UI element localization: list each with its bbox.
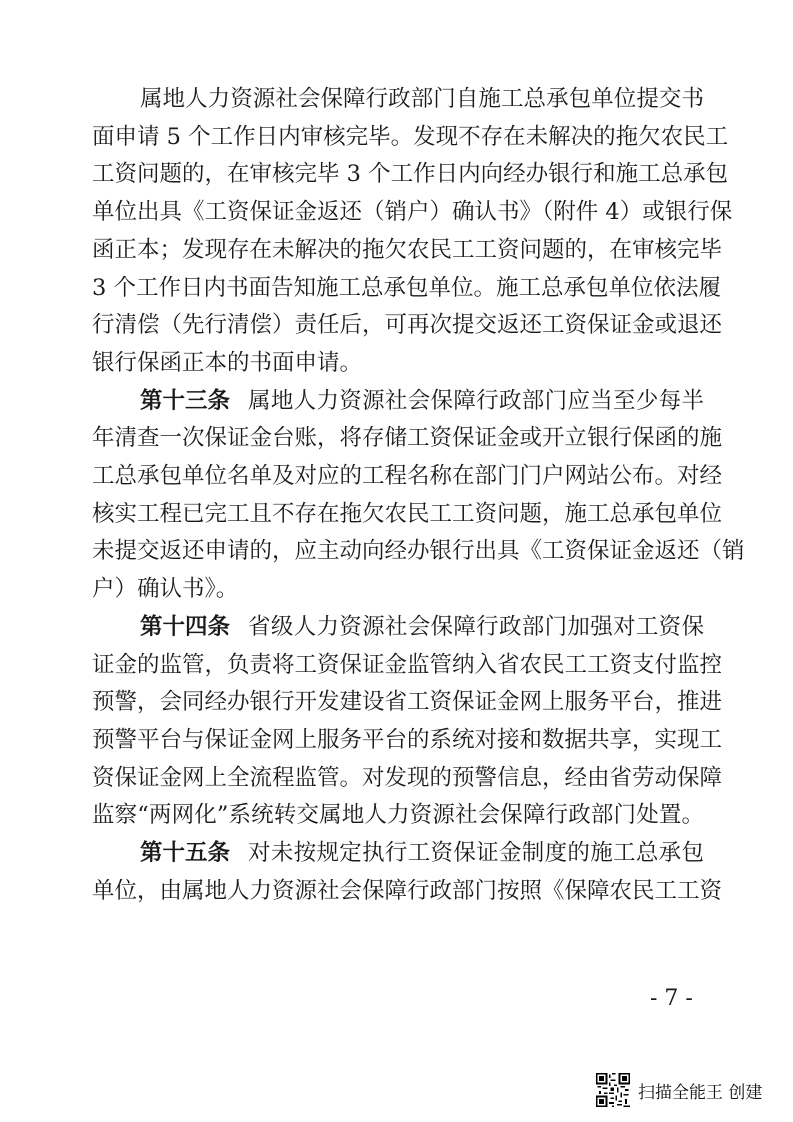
text-line <box>92 159 729 189</box>
article-heading: 第十四条 <box>140 613 231 640</box>
line-text: 监察“两网化”系统转交属地人力资源社会保障行政部门处置。 <box>92 802 704 829</box>
line-text: 单位出具《工资保证金返还（销户）确认书》（附件 4）或银行保 <box>92 199 733 226</box>
text-line <box>92 763 723 793</box>
text-line <box>92 122 729 152</box>
text-line <box>92 574 704 604</box>
text-line <box>92 310 723 340</box>
line-text: 省级人力资源社会保障行政部门加强对工资保 <box>248 613 704 640</box>
article-paragraph-line <box>140 386 704 416</box>
line-text: 预警平台与保证金网上服务平台的系统对接和数据共享，实现工 <box>92 726 723 753</box>
line-text: 银行保函正本的书面申请。 <box>92 349 363 376</box>
line-text: 面申请 5 个工作日内审核完毕。发现不存在未解决的拖欠农民工 <box>92 123 729 150</box>
line-text: 户）确认书》。 <box>92 576 239 603</box>
line-text: 对未按规定执行工资保证金制度的施工总承包 <box>248 840 704 866</box>
line-text: 属地人力资源社会保障行政部门应当至少每半 <box>248 387 704 414</box>
line-text: 证金的监管，负责将工资保证金监管纳入省农民工工资支付监控 <box>92 651 723 678</box>
text-line <box>140 84 704 114</box>
text-line <box>92 461 723 491</box>
line-text: 工资问题的，在审核完毕 3 个工作日内向经办银行和施工总承包 <box>92 161 729 188</box>
line-text: 单位，由属地人力资源社会保障行政部门按照《保障农民工工资 <box>92 877 723 904</box>
article-heading: 第十三条 <box>140 387 231 414</box>
line-text: 行清偿（先行清偿）责任后，可再次提交返还工资保证金或退还 <box>92 312 723 339</box>
text-line <box>92 650 723 680</box>
page-number: - 7 - <box>650 986 693 1011</box>
article-paragraph-line <box>140 838 704 868</box>
line-text: 函正本；发现存在未解决的拖欠农民工工资问题的，在审核完毕 <box>92 236 723 263</box>
article-paragraph-line <box>140 612 704 642</box>
text-line <box>92 725 723 755</box>
text-line <box>92 499 723 529</box>
text-line <box>92 273 721 303</box>
article-heading: 第十五条 <box>140 840 231 866</box>
watermark-text: 扫描全能王 创建 <box>638 1082 763 1103</box>
text-line <box>92 687 723 717</box>
text-line <box>92 800 704 830</box>
line-text: 资保证金网上全流程监管。对发现的预警信息，经由省劳动保障 <box>92 764 723 791</box>
line-text: 核实工程已完工且不存在拖欠农民工工资问题，施工总承包单位 <box>92 500 723 527</box>
text-line <box>92 876 723 906</box>
text-line <box>92 197 733 227</box>
line-text: 预警，会同经办银行开发建设省工资保证金网上服务平台，推进 <box>92 689 723 716</box>
text-line <box>92 235 723 265</box>
scanner-watermark <box>596 1072 762 1108</box>
line-text: 年清查一次保证金台账，将存储工资保证金或开立银行保函的施 <box>92 425 723 452</box>
qr-code-icon <box>596 1073 630 1107</box>
line-text: 3 个工作日内书面告知施工总承包单位。施工总承包单位依法履 <box>92 274 721 301</box>
text-line <box>92 536 745 566</box>
line-text: 工总承包单位名单及对应的工程名称在部门门户网站公布。对经 <box>92 463 723 489</box>
line-text: 未提交返还申请的，应主动向经办银行出具《工资保证金返还（销 <box>92 538 745 565</box>
line-text: 属地人力资源社会保障行政部门自施工总承包单位提交书 <box>140 86 704 112</box>
text-line <box>92 423 723 453</box>
text-line <box>92 348 704 378</box>
